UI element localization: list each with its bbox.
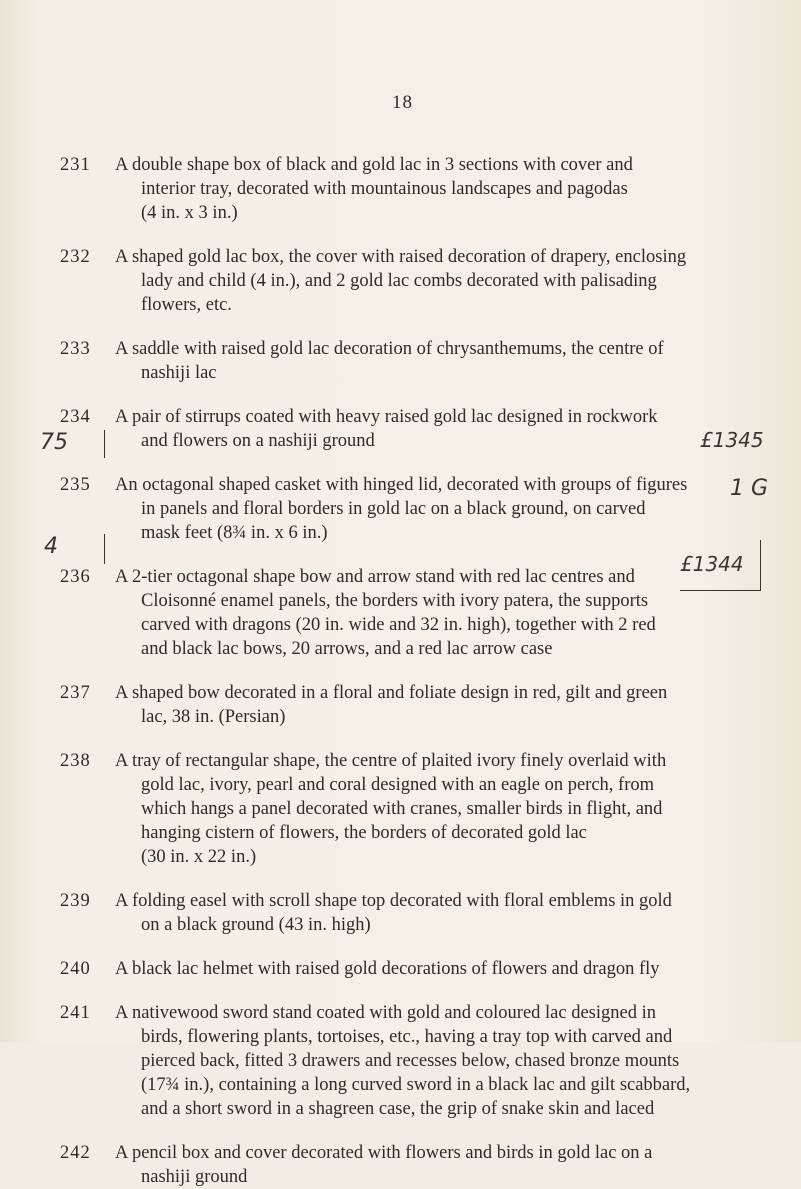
lot-entry <box>60 1001 760 1121</box>
lot-description <box>115 405 760 453</box>
lot-line: birds, flowering plants, tortoises, etc., having a tray top with carved and <box>141 1027 673 1047</box>
lot-entry <box>60 957 760 981</box>
lot-line: A shaped gold lac box, the cover with raised decoration of drapery, enclosing <box>115 247 687 267</box>
lot-number: 231 <box>60 155 91 175</box>
bracket-237-left <box>104 534 105 564</box>
lot-line: A nativewood sword stand coated with gold and coloured lac designed in <box>115 1003 656 1023</box>
lot-description <box>115 245 760 317</box>
lot-description <box>115 749 760 869</box>
lot-number: 239 <box>60 891 91 911</box>
lot-line: which hangs a panel decorated with cranes, smaller birds in flight, and <box>141 799 663 819</box>
lot-description <box>115 1141 760 1189</box>
lot-line: in panels and floral borders in gold lac on a black ground, on carved <box>141 499 646 519</box>
lot-line: and a short sword in a shagreen case, the grip of snake skin and laced <box>141 1099 655 1119</box>
lot-line: pierced back, fitted 3 drawers and recesses below, chased bronze mounts <box>141 1051 680 1071</box>
lot-number: 235 <box>60 475 91 495</box>
lot-entry <box>60 153 760 225</box>
lot-entry <box>60 473 760 545</box>
lot-description <box>115 337 760 385</box>
lot-line: and flowers on a nashiji ground <box>141 431 375 451</box>
lot-line: carved with dragons (20 in. wide and 32 in. high), together with 2 red <box>141 615 656 635</box>
lot-line: A tray of rectangular shape, the centre of plaited ivory finely overlaid with <box>115 751 667 771</box>
annotation-237-right: £1344 <box>680 552 744 576</box>
lot-description <box>115 681 760 729</box>
lot-description <box>115 1001 760 1121</box>
lot-number: 241 <box>60 1003 91 1023</box>
lot-line: hanging cistern of flowers, the borders of decorated gold lac <box>141 823 587 843</box>
lot-line: (17¾ in.), containing a long curved sword in a black lac and gilt scabbard, <box>141 1075 691 1095</box>
lot-description <box>115 565 760 661</box>
lot-line: mask feet (8¾ in. x 6 in.) <box>141 523 328 543</box>
lot-line: flowers, etc. <box>141 295 232 315</box>
lot-description <box>115 889 760 937</box>
lot-line: and black lac bows, 20 arrows, and a red lac arrow case <box>141 639 553 659</box>
lot-entry <box>60 889 760 937</box>
lot-number: 238 <box>60 751 91 771</box>
lot-entry <box>60 1141 760 1189</box>
annotation-236-right: £1345 <box>700 428 764 452</box>
lot-line: Cloisonné enamel panels, the borders with ivory patera, the supports <box>141 591 649 611</box>
lot-line: A black lac helmet with raised gold decorations of flowers and dragon fly <box>115 959 660 979</box>
lot-line: lac, 38 in. (Persian) <box>141 707 286 727</box>
lot-line: gold lac, ivory, pearl and coral designed with an eagle on perch, from <box>141 775 655 795</box>
lot-line: A pencil box and cover decorated with flowers and birds in gold lac on a <box>115 1143 653 1163</box>
lot-number: 236 <box>60 567 91 587</box>
annotation-236-left: 75 <box>40 430 68 455</box>
lot-line: lady and child (4 in.), and 2 gold lac combs decorated with palisading <box>141 271 657 291</box>
lot-entry <box>60 245 760 317</box>
lot-line: on a black ground (43 in. high) <box>141 915 371 935</box>
lot-number: 240 <box>60 959 91 979</box>
lot-line: nashiji lac <box>141 363 217 383</box>
bracket-237-right <box>680 540 761 591</box>
lot-number: 233 <box>60 339 91 359</box>
lot-entry <box>60 565 760 661</box>
lot-entry <box>60 405 760 453</box>
lot-line: An octagonal shaped casket with hinged lid, decorated with groups of figures <box>115 475 688 495</box>
lot-entry <box>60 749 760 869</box>
lot-line: A folding easel with scroll shape top decorated with floral emblems in gold <box>115 891 672 911</box>
lot-line: A 2-tier octagonal shape bow and arrow stand with red lac centres and <box>115 567 635 587</box>
bracket-236-left <box>104 430 105 458</box>
lot-line: nashiji ground <box>141 1167 248 1187</box>
lot-entry <box>60 337 760 385</box>
lot-line: (4 in. x 3 in.) <box>141 203 238 223</box>
annotation-236-right-2: 1 G <box>730 476 769 501</box>
page-number: 18 <box>392 92 413 113</box>
lot-number: 234 <box>60 407 91 427</box>
lot-entry <box>60 681 760 729</box>
lot-line: A saddle with raised gold lac decoration of chrysanthemums, the centre of <box>115 339 664 359</box>
lot-number: 232 <box>60 247 91 267</box>
lot-line: A shaped bow decorated in a floral and foliate design in red, gilt and green <box>115 683 668 703</box>
lot-description <box>115 153 760 225</box>
lot-description <box>115 957 760 981</box>
annotation-237-left: 4 <box>44 534 58 559</box>
lot-line: A pair of stirrups coated with heavy raised gold lac designed in rockwork <box>115 407 658 427</box>
lot-line: (30 in. x 22 in.) <box>141 847 257 867</box>
lot-description <box>115 473 760 545</box>
lot-number: 242 <box>60 1143 91 1163</box>
lot-line: A double shape box of black and gold lac in 3 sections with cover and <box>115 155 633 175</box>
lot-line: interior tray, decorated with mountainous landscapes and pagodas <box>141 179 628 199</box>
lot-number: 237 <box>60 683 91 703</box>
